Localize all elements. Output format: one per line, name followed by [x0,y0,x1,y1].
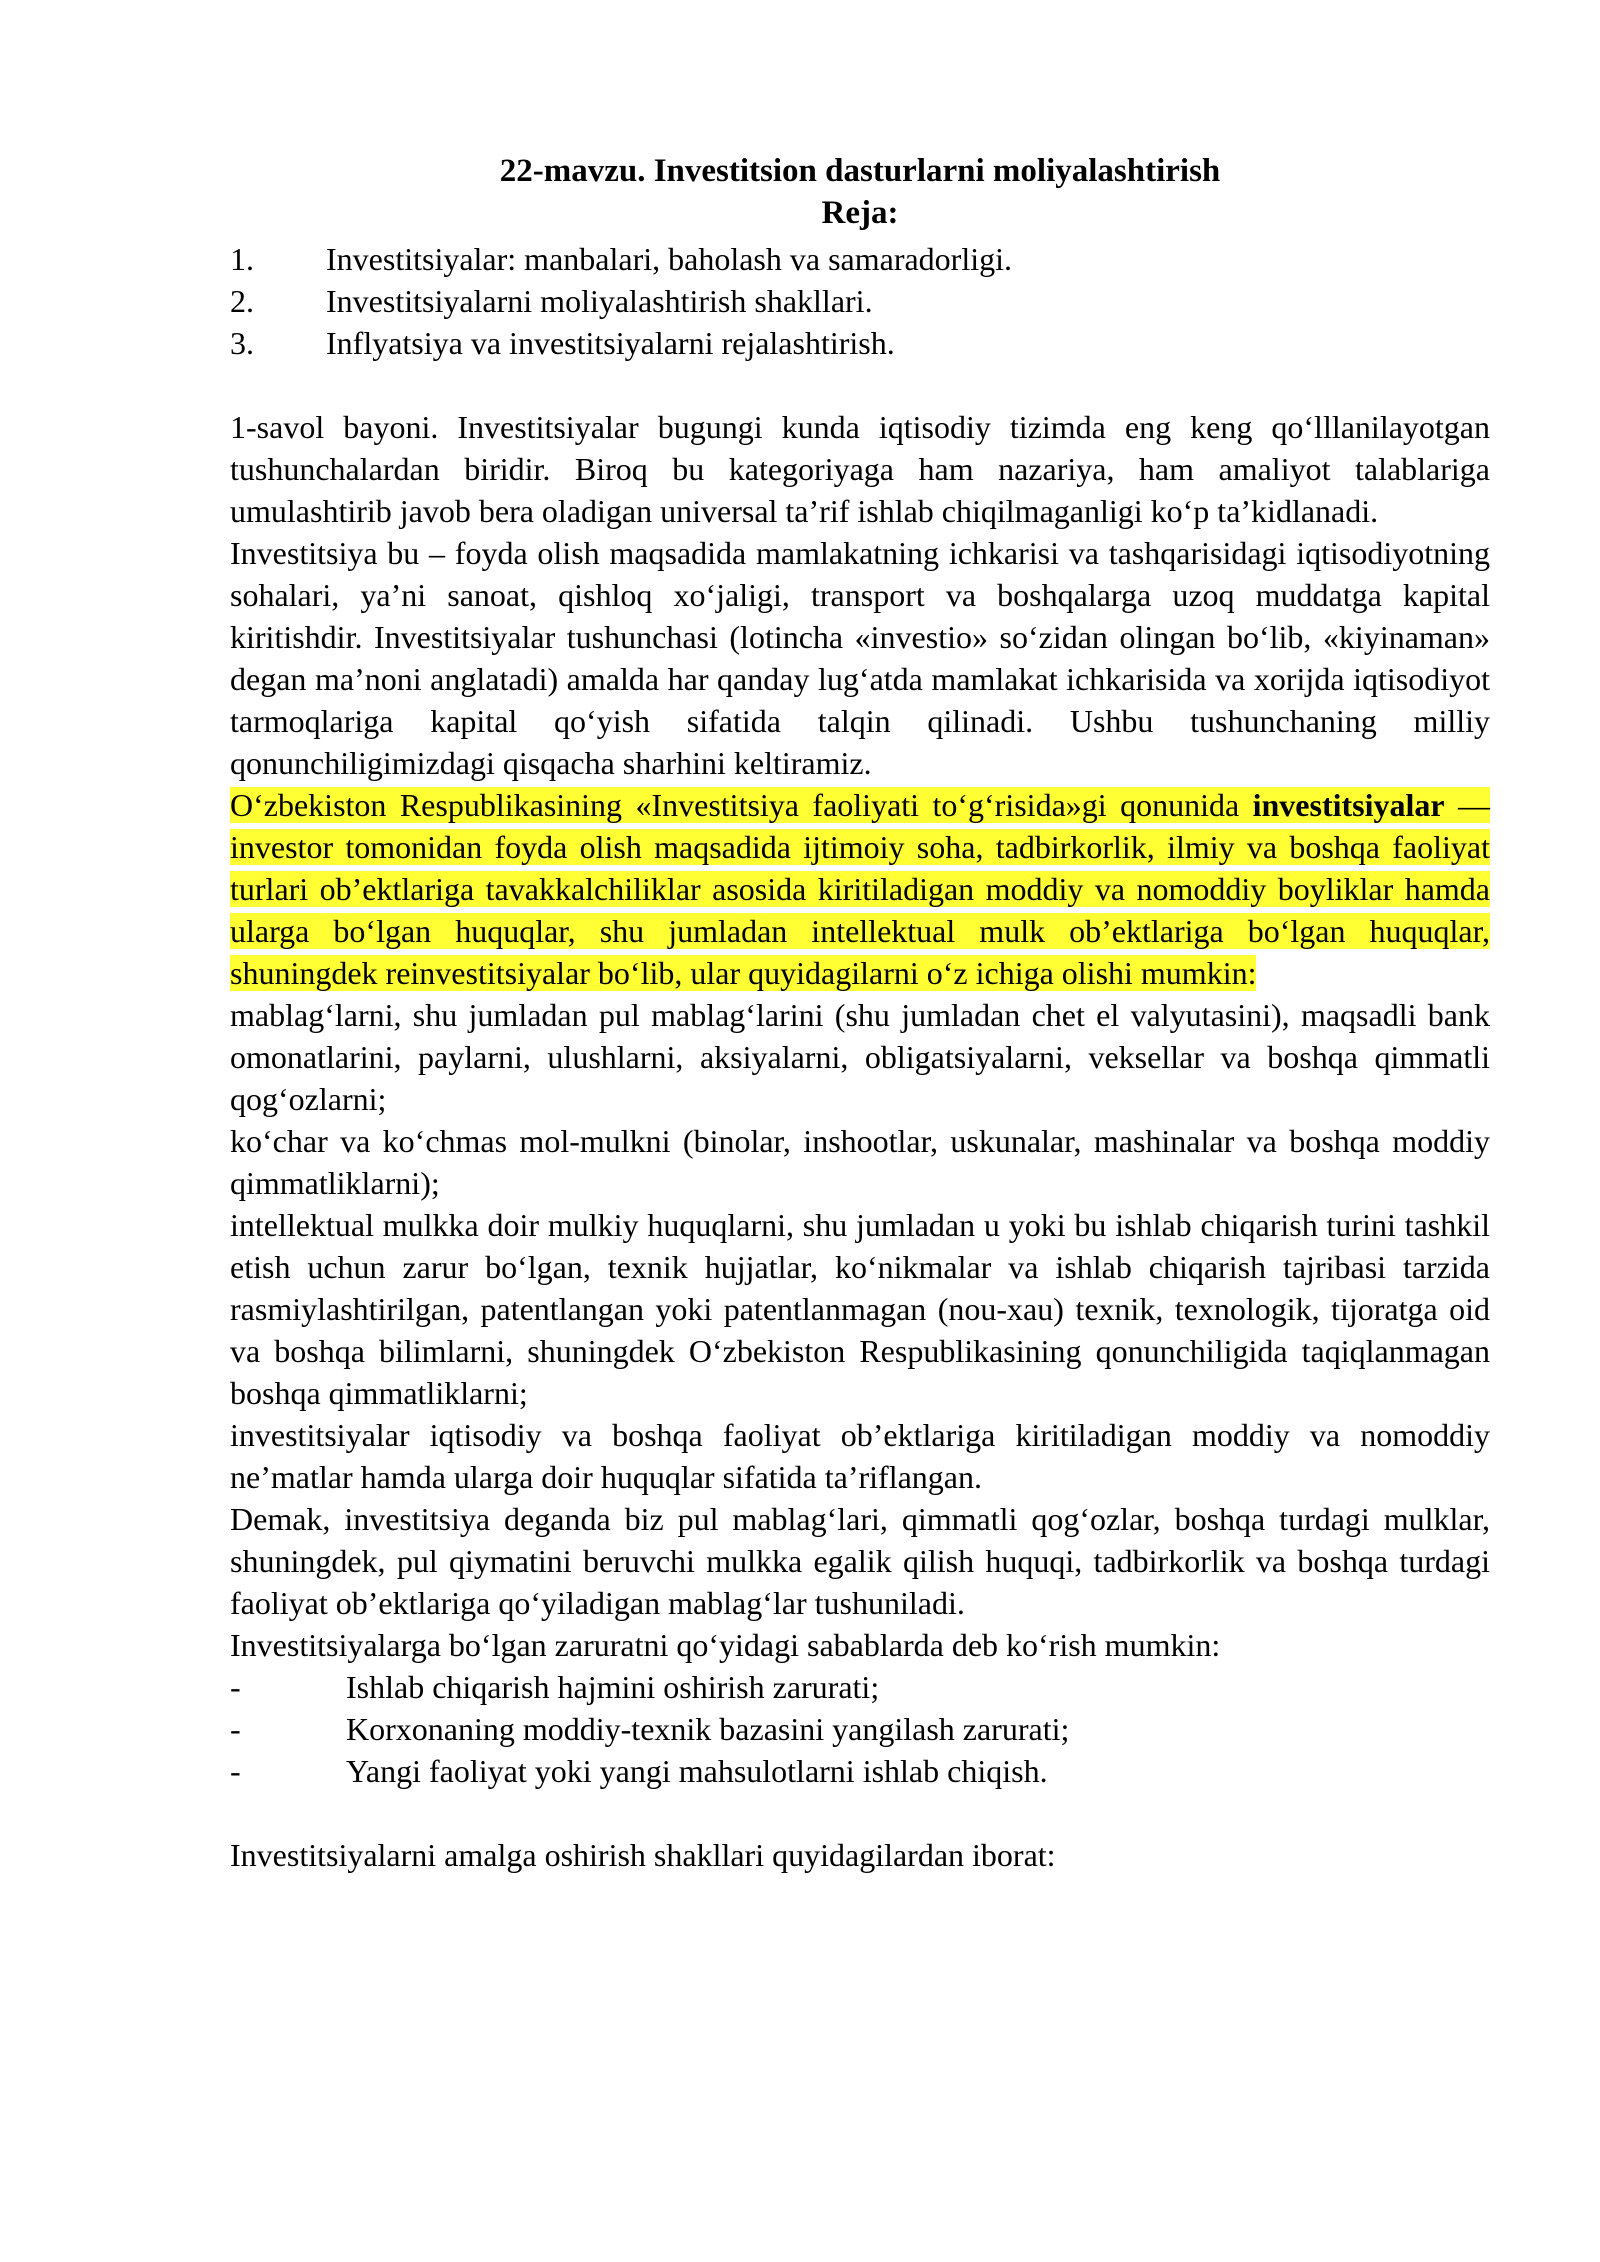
document-body [230,406,1490,1876]
law-text-end: — investor tomonidan foyda olish maqsadida ijtimoiy soha, tadbirkorlik, ilmiy va boshqa faoliyat turlari ob’ektlariga tavakkalchiliklar asosida kiritiladigan moddiy va nomoddiy boyliklar hamda ularga bo‘lgan huquqlar, shu jumladan intellektual mulk ob’ektlariga bo‘lgan huquqlar, shuningdek reinvestitsiyalar bo‘lib, ular quyidagilarni o‘z ichiga olishi mumkin: [230,787,1490,991]
plan-list [230,238,1490,364]
paragraph-funds: mablag‘larni, shu jumladan pul mablag‘larini (shu jumladan chet el valyutasini), maqsadli bank omonatlarini, paylarni, ulushlarni, aksiyalarni, obligatsiyalarni, veksellar va boshqa qimmatli qog‘ozlarni; [230,997,1490,1117]
paragraph-investments-defined: investitsiyalar iqtisodiy va boshqa faoliyat ob’ektlariga kiritiladigan moddiy va nomoddiy ne’matlar hamda ularga doir huquqlar sifatida ta’riflangan. [230,1417,1490,1495]
plan-item-text: Investitsiyalar: manbalari, baholash va samaradorligi. [326,241,1012,277]
paragraph-property: ko‘char va ko‘chmas mol-mulkni (binolar, inshootlar, uskunalar, mashinalar va boshqa moddiy qimmatliklarni); [230,1123,1490,1201]
plan-item [230,322,1490,364]
list-item-text: Korxonaning moddiy-texnik bazasini yangilash zarurati; [346,1711,1070,1747]
highlighted-text [230,787,1490,991]
document-page [230,0,1490,2262]
paragraph-intellectual: intellektual mulkka doir mulkiy huquqlarni, shu jumladan u yoki bu ishlab chiqarish turini tashkil etish uchun zarur bo‘lgan, texnik hujjatlar, ko‘nikmalar va ishlab chiqarish tajribasi tarzida rasmiylashtirilgan, patentlangan yoki patentlanmagan (nou-xau) texnik, texnologik, tijoratga oid va boshqa bilimlarni, shuningdek O‘zbekiston Respublikasining qonunchiligida taqiqlanmagan boshqa qimmatliklarni; [230,1207,1490,1411]
list-dash: - [230,1669,241,1705]
list-item [230,1666,1490,1708]
plan-item-number: 2. [230,283,254,319]
list-item-text: Yangi faoliyat yoki yangi mahsulotlarni ishlab chiqish. [346,1753,1048,1789]
paragraph-definition: Investitsiya bu – foyda olish maqsadida mamlakatning ichkarisi va tashqarisidagi iqtisodiyotning sohalari, ya’ni sanoat, qishloq xo‘jaligi, transport va boshqalarga uzoq muddatga kapital kiritishdir. Investitsiyalar tushunchasi (lotincha «investio» so‘zidan olingan bo‘lib, «kiyinaman» degan ma’noni anglatadi) amalda har qanday lug‘atda mamlakat ichkarisida va xorijda iqtisodiyot tarmoqlariga kapital qo‘yish sifatida talqin qilinadi. Ushbu tushunchaning milliy qonunchiligimizdagi qisqacha sharhini keltiramiz. [230,535,1490,781]
paragraph-intro: 1-savol bayoni. Investitsiyalar bugungi kunda iqtisodiy tizimda eng keng qo‘lllanilayotgan tushunchalardan biridir. Biroq bu kategoriyaga ham nazariya, ham amaliyot talablariga umulashtirib javob bera oladigan universal ta’rif ishlab chiqilmaganligi ko‘p ta’kidlanadi. [230,409,1490,529]
plan-item-text: Inflyatsiya va investitsiyalarni rejalashtirish. [326,325,895,361]
plan-item-number: 3. [230,325,254,361]
list-item-text: Ishlab chiqarish hajmini oshirish zarurati; [346,1669,880,1705]
reasons-list [230,1666,1490,1792]
list-dash: - [230,1753,241,1789]
paragraph-law-highlighted [230,784,1490,994]
plan-heading: Reja: [821,195,899,231]
law-text-start: O‘zbekiston Respublikasining «Investitsiya faoliyati to‘g‘risida»gi qonunida [230,787,1253,823]
blank-line [230,1792,1490,1834]
list-item [230,1708,1490,1750]
paragraph-forms-intro: Investitsiyalarni amalga oshirish shakllari quyidagilardan iborat: [230,1837,1056,1873]
plan-item-text: Investitsiyalarni moliyalashtirish shakllari. [326,283,873,319]
law-term-bold: investitsiyalar [1252,787,1445,823]
paragraph-reasons-intro: Investitsiyalarga bo‘lgan zaruratni qo‘yidagi sabablarda deb ko‘rish mumkin: [230,1627,1221,1663]
list-item [230,1750,1490,1792]
document-title: 22-mavzu. Investitsion dasturlarni moliyalashtirish [499,153,1221,189]
plan-item [230,238,1490,280]
paragraph-summary: Demak, investitsiya deganda biz pul mablag‘lari, qimmatli qog‘ozlar, boshqa turdagi mulklar, shuningdek, pul qiymatini beruvchi mulkka egalik qilish huquqi, tadbirkorlik va boshqa turdagi faoliyat ob’ektlariga qo‘yiladigan mablag‘lar tushuniladi. [230,1501,1490,1621]
list-dash: - [230,1711,241,1747]
plan-item-number: 1. [230,241,254,277]
plan-item [230,280,1490,322]
